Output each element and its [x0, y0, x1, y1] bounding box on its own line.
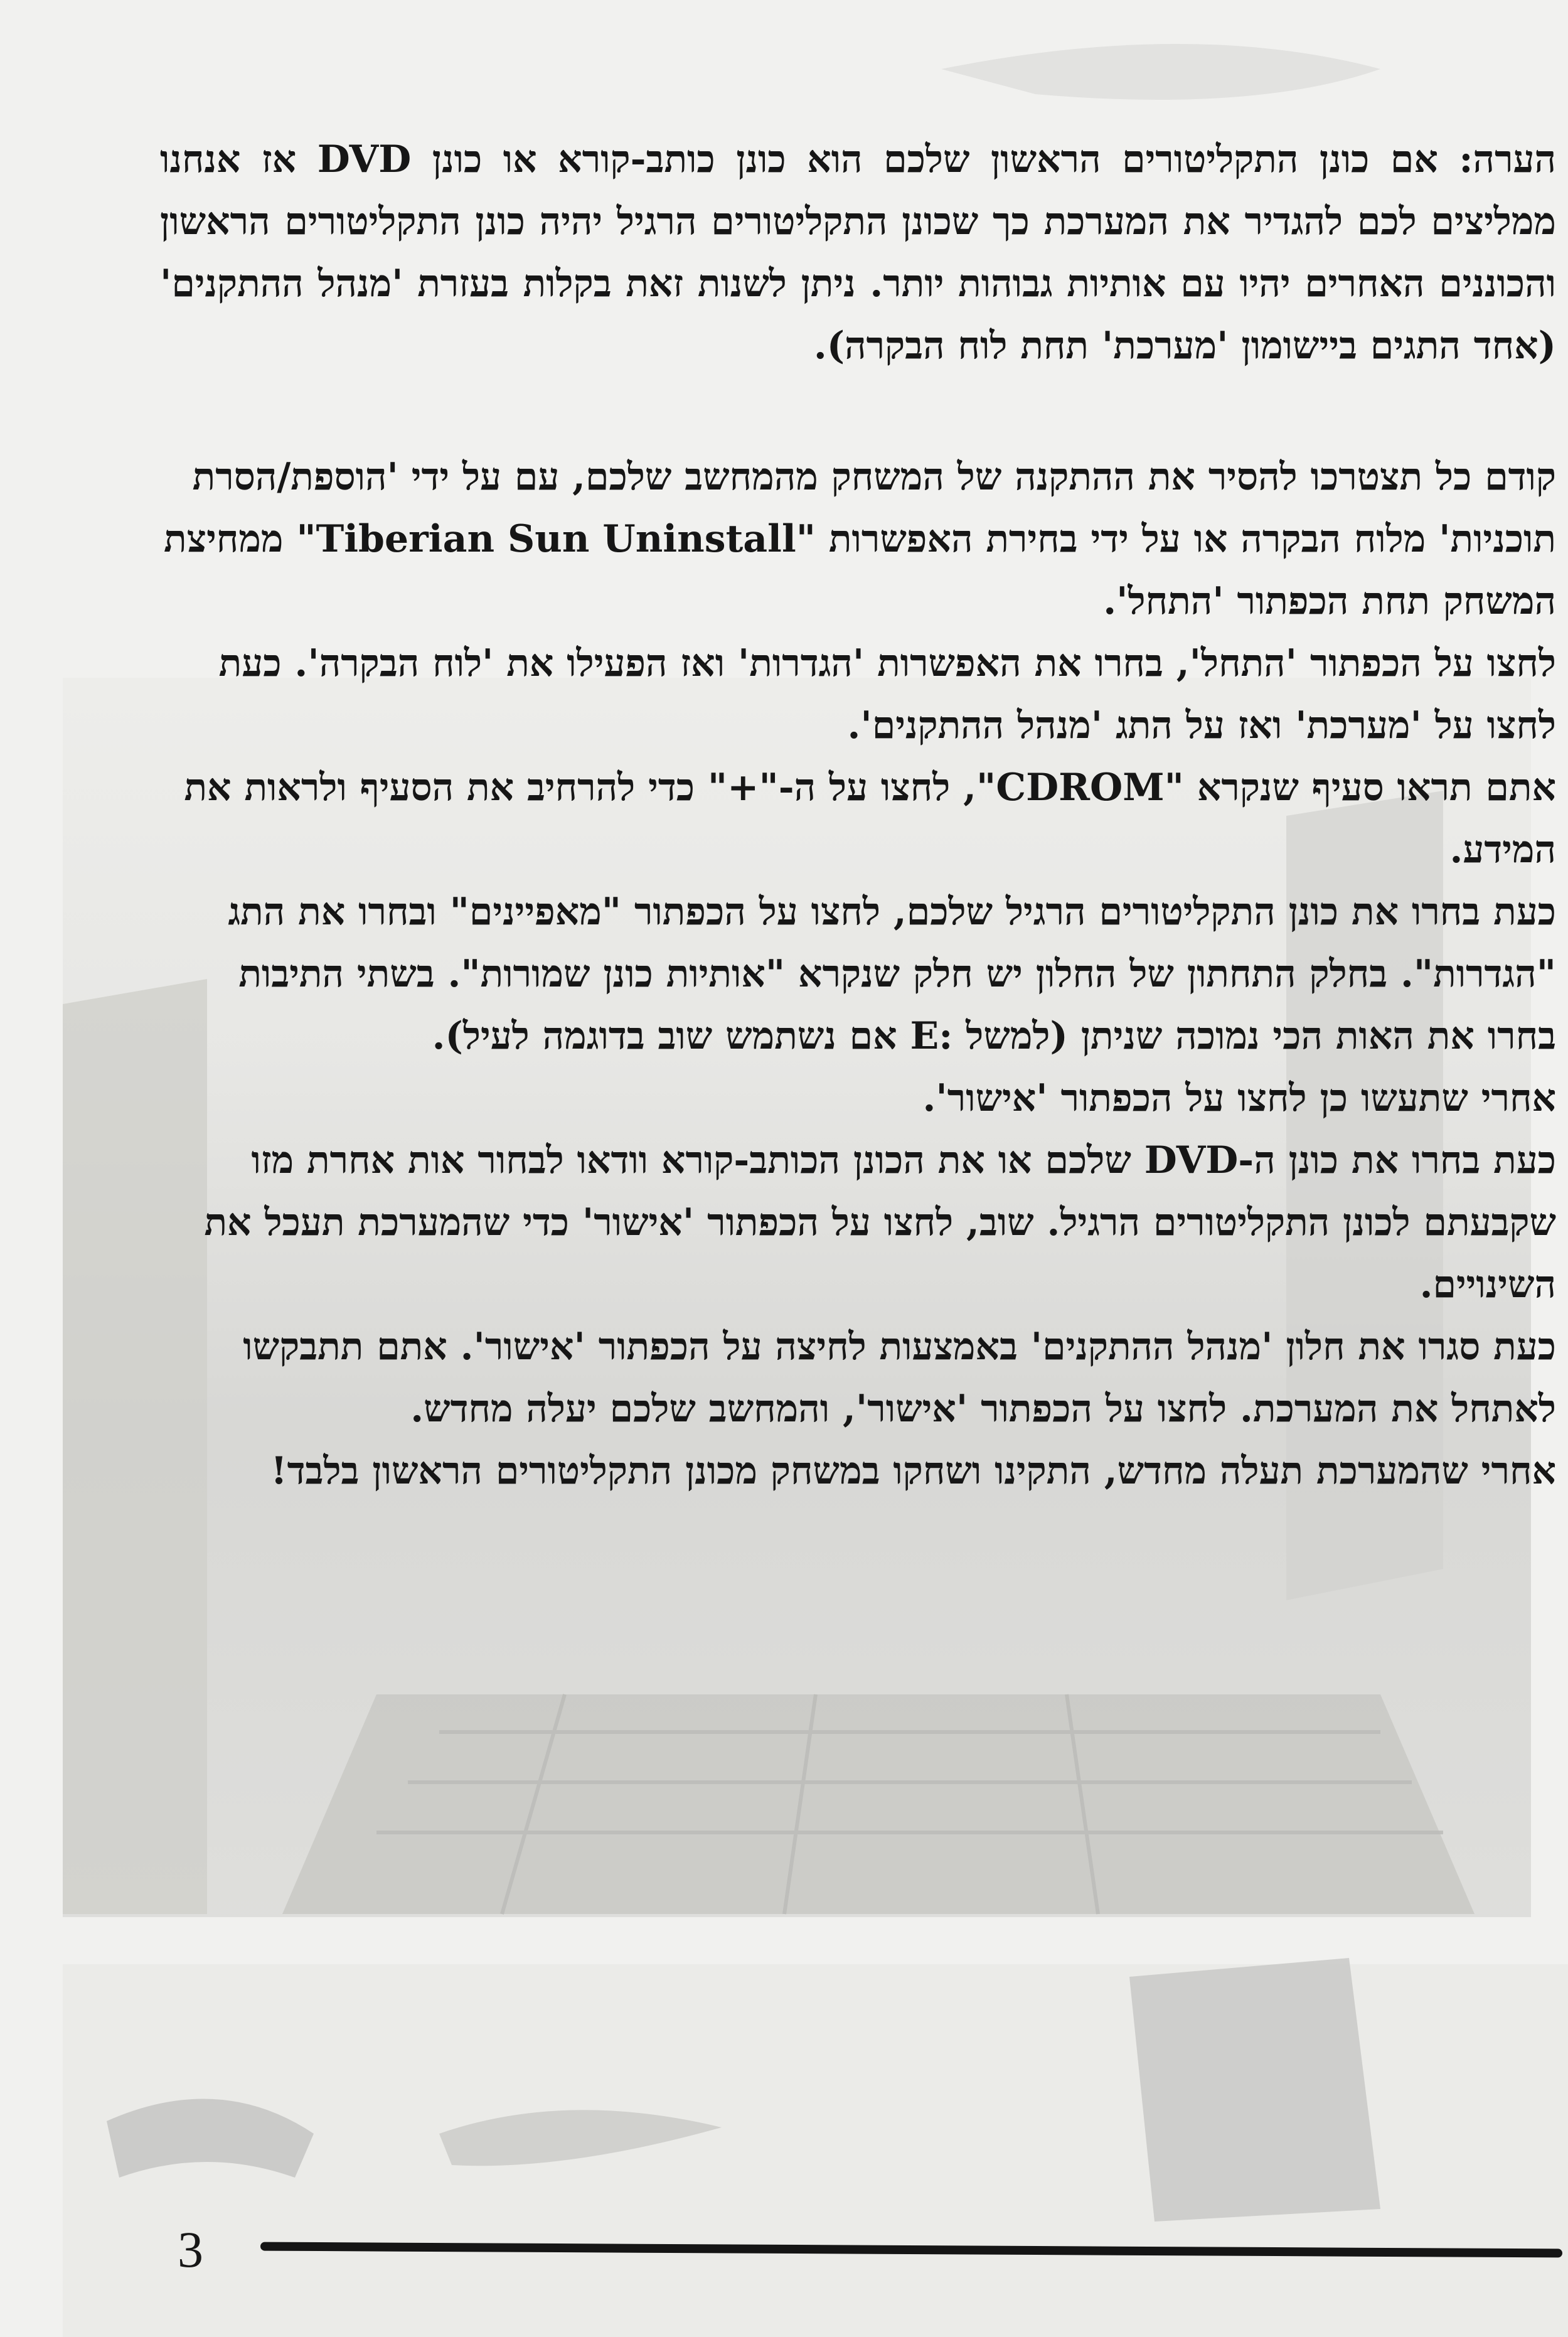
- page-number: 3: [178, 2221, 203, 2278]
- paragraph-device-manager: לחצו על הכפתור 'התחל', בחרו את האפשרות 'הגדרות' ואז הפעילו את 'לוח הבקרה'. כעת לחצו על 'מערכת' ואז על התג 'מנהל ההתקנים'.: [218, 641, 1556, 747]
- paragraph-dvd-drive: כעת בחרו את כונן ה-DVD שלכם או את הכונן הכותב-קורא וודאו לבחור אות אחרת מזו שקבעתם לכונן התקליטורים הרגיל. שוב, לחצו על הכפתור 'אישור' כדי שהמערכת תעכל את השינויים.: [204, 1138, 1556, 1307]
- paragraph-confirm: אחרי שתעשו כן לחצו על הכפתור 'אישור'.: [922, 1076, 1556, 1120]
- paragraph-uninstall: קודם כל תצטרכו להסיר את ההתקנה של המשחק מהמחשב שלכם, עם על ידי 'הוספת/הסרת תוכניות' מלוח הבקרה או על ידי בחירת האפשרות "Tiberian Sun Uninstall" ממחיצת המשחק תחת הכפתור 'התחל'.: [164, 455, 1556, 623]
- instructions-text: [160, 129, 1556, 1502]
- paragraph-cdrom: אתם תראו סעיף שנקרא "CDROM", לחצו על ה-"+" כדי להרחיב את הסעיף ולראות את המידע.: [184, 766, 1556, 872]
- note-paragraph: [160, 129, 1556, 377]
- note-label: הערה:: [1459, 137, 1557, 181]
- paragraph-play: אחרי שהמערכת תעלה מחדש, התקינו ושחקו במשחק מכונן התקליטורים הראשון בלבד!: [270, 1449, 1556, 1493]
- note-body: אם כונן התקליטורים הראשון שלכם הוא כונן כותב-קורא או כונן DVD אז אנחנו ממליצים לכם להגדיר את המערכת כך שכונן התקליטורים הרגיל יהיה כונן התקליטורים הראשון והכוננים האחרים יהיו עם אותיות גבוהות יותר. ניתן לשנות זאת בקלות בעזרת 'מנהל ההתקנים' (אחד התגים ביישומון 'מערכת' תחת לוח הבקרה).: [160, 137, 1556, 368]
- paragraph-restart: כעת סגרו את חלון 'מנהל ההתקנים' באמצעות לחיצה על הכפתור 'אישור'. אתם תתבקשו לאתחל את המערכת. לחצו על הכפתור 'אישור', והמחשב שלכם יעלה מחדש.: [243, 1325, 1556, 1431]
- paragraph-reserved-letters: כעת בחרו את כונן התקליטורים הרגיל שלכם, לחצו על הכפתור "מאפיינים" ובחרו את התג "הגדרות". בחלק התחתון של החלון יש חלק שנקרא "אותיות כונן שמורות". בשתי התיבות בחרו את האות הכי נמוכה שניתן (למשל :E אם נשתמש שוב בדוגמה לעיל).: [228, 890, 1556, 1058]
